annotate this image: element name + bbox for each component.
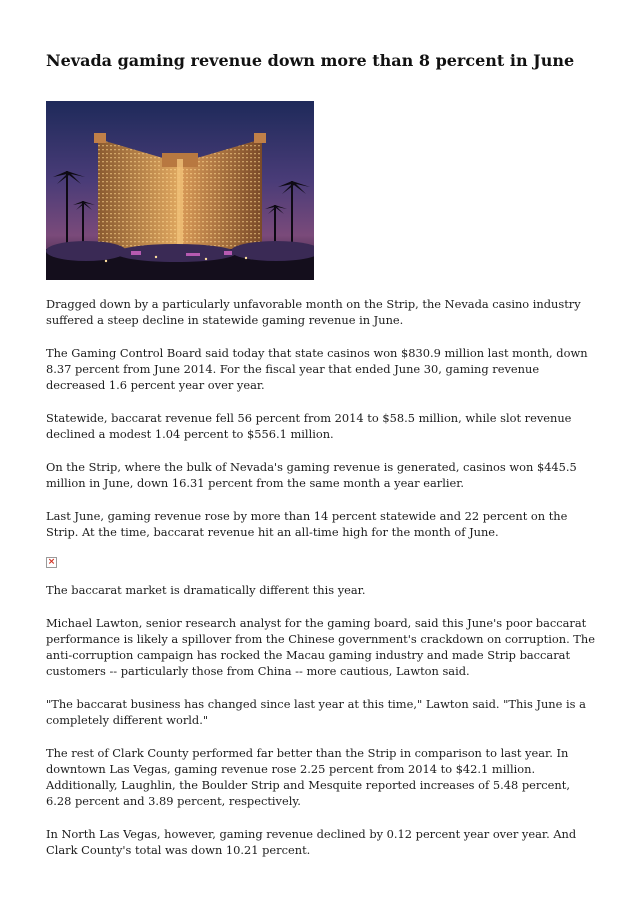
hotel-tower-photo bbox=[46, 101, 314, 280]
paragraph: On the Strip, where the bulk of Nevada's gaming revenue is generated, casinos won $445.5 million in June, down 16.31 percent from the same month a year earlier. bbox=[46, 460, 577, 490]
paragraph: Last June, gaming revenue rose by more than 14 percent statewide and 22 percent on the Strip. At the time, baccarat revenue hit an all-time high for the month of June. bbox=[46, 509, 568, 539]
article-title: Nevada gaming revenue down more than 8 percent in June bbox=[46, 51, 575, 70]
paragraph: Statewide, baccarat revenue fell 56 percent from 2014 to $58.5 million, while slot revenue declined a modest 1.04 percent to $556.1 million. bbox=[46, 411, 572, 441]
paragraph: The baccarat market is dramatically different this year. bbox=[46, 583, 366, 597]
article-body bbox=[46, 296, 598, 875]
paragraph: In North Las Vegas, however, gaming revenue declined by 0.12 percent year over year. And Clark County's total was down 10.21 percent. bbox=[46, 827, 577, 857]
paragraph: "The baccarat business has changed since last year at this time," Lawton said. "This June is a completely different world." bbox=[46, 697, 586, 727]
paragraph: Dragged down by a particularly unfavorable month on the Strip, the Nevada casino industry suffered a steep decline in statewide gaming revenue in June. bbox=[46, 297, 581, 327]
paragraph: Michael Lawton, senior research analyst for the gaming board, said this June's poor baccarat performance is likely a spillover from the Chinese government's crackdown on corruption. The anti-corruption campaign has rocked the Macau gaming industry and made Strip baccarat customers -- particularly those from China -- more cautious, Lawton said. bbox=[46, 616, 595, 678]
paragraph: The Gaming Control Board said today that state casinos won $830.9 million last month, down 8.37 percent from June 2014. For the fiscal year that ended June 30, gaming revenue decreased 1.6 percent year over year. bbox=[46, 346, 588, 392]
broken-image-icon: × bbox=[47, 557, 56, 567]
paragraph: The rest of Clark County performed far better than the Strip in comparison to last year. In downtown Las Vegas, gaming revenue rose 2.25 percent from 2014 to $42.1 million. Additionally, Laughlin, the Boulder Strip and Mesquite reported increases of 5.48 percent, 6.28 percent and 3.89 percent, respectively. bbox=[46, 746, 570, 808]
